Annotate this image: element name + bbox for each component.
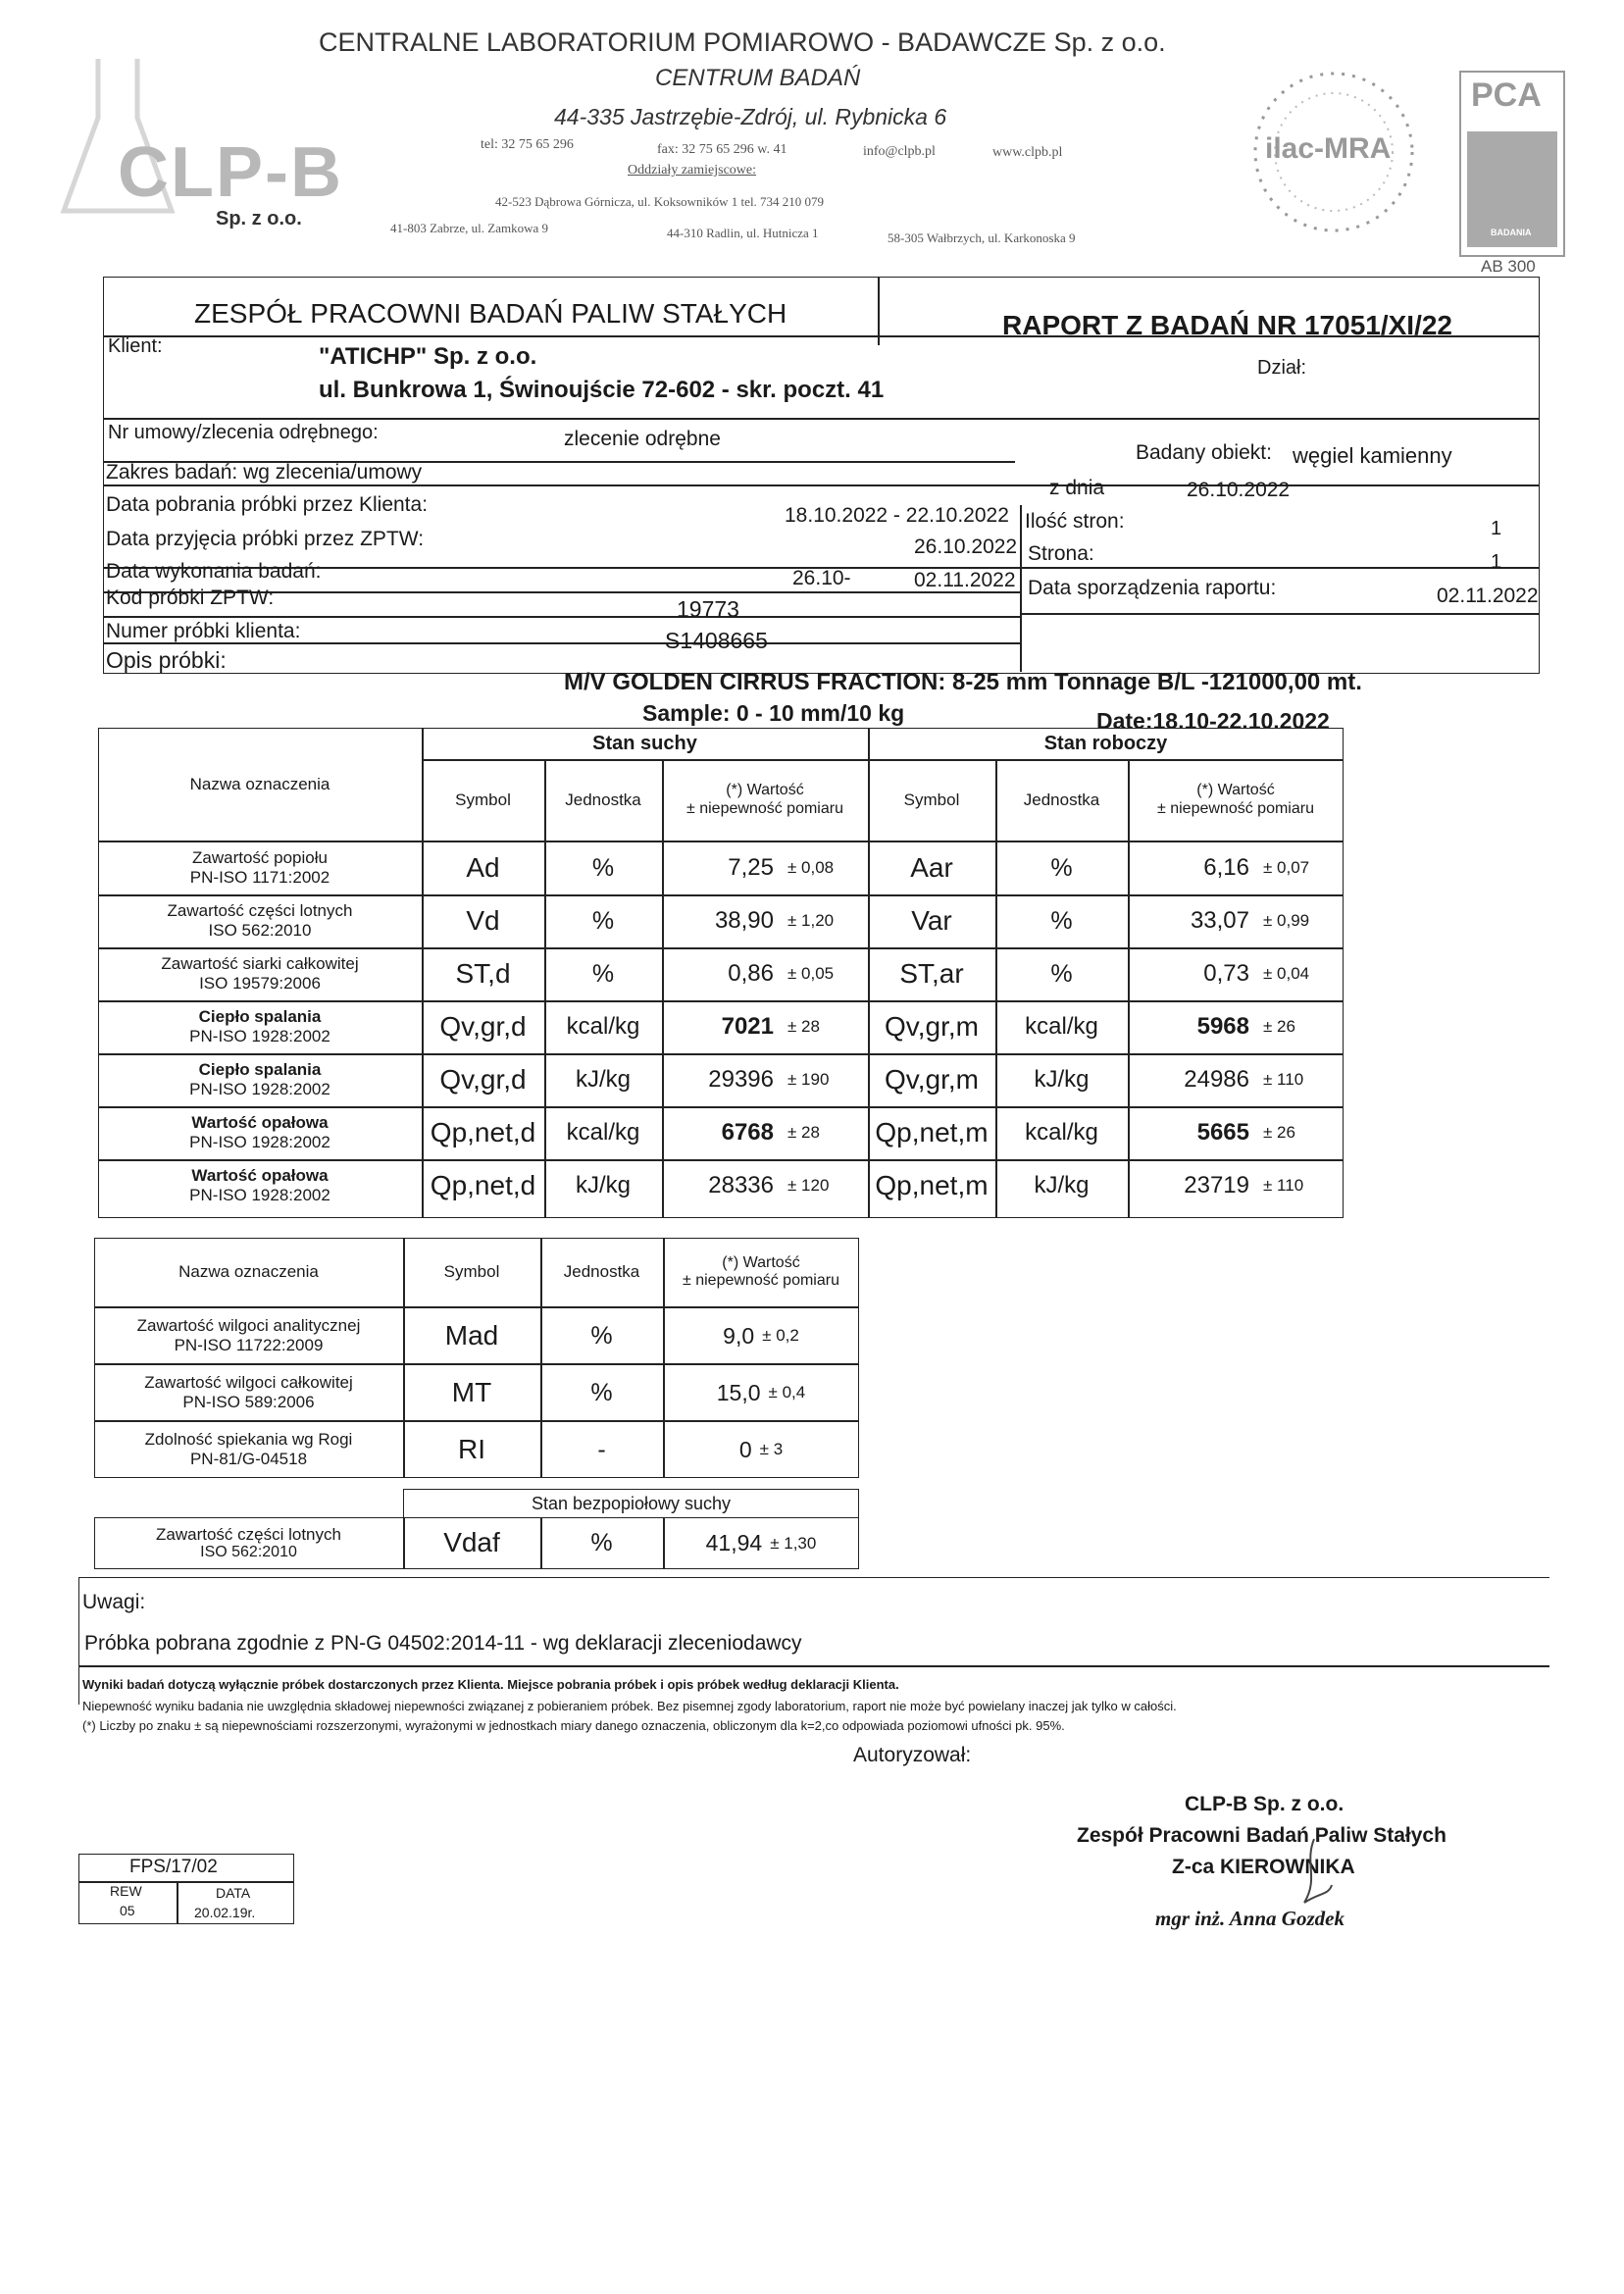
t1-value-dry-number: 7,25 <box>728 854 774 882</box>
t1-value-working-uncertainty: ± 26 <box>1263 1123 1295 1143</box>
t1-row-name-text: Ciepło spalania <box>198 1060 322 1080</box>
t2-row-standard: PN-ISO 589:2006 <box>182 1393 315 1411</box>
sampling-value: 18.10.2022 - 22.10.2022 <box>785 504 1009 527</box>
t1-col-name: Nazwa oznaczenia <box>189 774 330 793</box>
t1-row-standard: ISO 562:2010 <box>208 921 312 940</box>
signature-team: Zespół Pracowni Badań Paliw Stałych <box>1077 1824 1446 1847</box>
t1-unit-dry: % <box>591 853 615 882</box>
t1-row-standard: PN-ISO 1928:2002 <box>189 1027 330 1045</box>
t2-row-value-number: 0 <box>738 1436 752 1462</box>
t2-row-name-text: Zdolność spiekania wg Rogi <box>144 1430 353 1450</box>
t3-unc: ± 1,30 <box>770 1533 817 1553</box>
desc-label: Opis próbki: <box>106 647 227 673</box>
branch-dabrowa: 42-523 Dąbrowa Górnicza, ul. Koksowników 1 tel. 734 210 079 <box>495 194 825 209</box>
t1-value-working-uncertainty: ± 26 <box>1263 1017 1295 1037</box>
t2-row-value-uncertainty: ± 0,2 <box>762 1326 799 1346</box>
t1-value-dry-uncertainty: ± 0,08 <box>787 858 835 878</box>
report-number: RAPORT Z BADAŃ NR 17051/XI/22 <box>1002 310 1453 340</box>
branches-title: Oddziały zamiejscowe: <box>628 163 757 178</box>
t1-value-dry-number: 29396 <box>708 1066 774 1094</box>
t1-row-name-text: Wartość opałowa <box>191 1166 329 1186</box>
t2-row-standard: PN-ISO 11722:2009 <box>174 1336 324 1354</box>
t3-std: ISO 562:2010 <box>200 1544 297 1561</box>
t1-value-working <box>1128 1000 1344 1053</box>
receipt-value: 26.10.2022 <box>914 535 1018 558</box>
results-table-main <box>98 728 1344 1218</box>
t1-row-name <box>98 841 422 894</box>
client-label: Klient: <box>108 335 163 357</box>
t2-row-value <box>663 1364 859 1421</box>
t1-value-working <box>1128 1053 1344 1106</box>
t1-symbol-working: Aar <box>910 851 953 883</box>
pca-logo <box>1459 71 1565 257</box>
from-label: z dnia <box>1049 477 1105 499</box>
t1-col-value-working <box>1128 759 1344 841</box>
code-label: Kod próbki ZPTW: <box>106 586 275 609</box>
t1-unit-working: kcal/kg <box>1025 1013 1098 1041</box>
t2-row-value <box>663 1421 859 1478</box>
note-1: Wyniki badań dotyczą wyłącznie próbek dostarczonych przez Klienta. Miejsce pobrania próbek i opis próbek według deklaracji Klienta. <box>82 1677 899 1692</box>
object-value: węgiel kamienny <box>1293 443 1452 468</box>
branch-zabrze: 41-803 Zabrze, ul. Zamkowa 9 <box>390 221 549 235</box>
t1-row-name-text: Zawartość części lotnych <box>167 901 353 921</box>
t1-value-working <box>1128 841 1344 894</box>
t1-value-working <box>1128 1159 1344 1212</box>
t1-symbol-dry: Vd <box>466 904 500 936</box>
client-no-label: Numer próbki klienta: <box>106 620 301 642</box>
lab-logo <box>59 39 353 235</box>
from-value: 26.10.2022 <box>1187 479 1291 501</box>
note-2: Niepewność wyniku badania nie uwzględnia składowej niepewności związanej z pobieraniem próbek. Bez pisemnej zgody laboratorium, raport nie może być powielany inaczej jak tylko w całości. <box>82 1699 1177 1713</box>
signature-name: mgr inż. Anna Gozdek <box>1155 1907 1345 1930</box>
t1-col-value-dry-line1: (*) Wartość <box>726 782 804 799</box>
t1-symbol-dry: Qp,net,d <box>430 1169 536 1200</box>
t1-row-standard: PN-ISO 1928:2002 <box>189 1133 330 1151</box>
t1-value-dry-number: 0,86 <box>728 960 774 988</box>
t1-row-name-text: Zawartość popiołu <box>192 848 328 868</box>
t3-name-cell <box>94 1517 403 1569</box>
t1-row-name <box>98 1106 422 1159</box>
results-table-moisture <box>94 1238 859 1478</box>
branch-walbrzych: 58-305 Wałbrzych, ul. Karkonoska 9 <box>888 230 1076 245</box>
t1-value-working-uncertainty: ± 0,07 <box>1263 858 1310 878</box>
t2-row-unit: % <box>590 1321 613 1350</box>
t1-value-working-number: 5665 <box>1196 1119 1249 1147</box>
t2-row-name <box>94 1307 403 1364</box>
t1-value-dry-number: 38,90 <box>714 907 774 935</box>
fax: fax: 32 75 65 296 w. 41 <box>657 142 787 157</box>
branch-radlin: 44-310 Radlin, ul. Hutnicza 1 <box>667 226 819 240</box>
date-value: 20.02.19r. <box>194 1905 256 1920</box>
pages-value: 1 <box>1491 518 1502 539</box>
t1-unit-dry: kJ/kg <box>575 1066 631 1094</box>
code-value: 19773 <box>677 596 739 622</box>
dept-label: Dział: <box>1257 357 1307 379</box>
contract-value: zlecenie odrębne <box>564 428 721 450</box>
t1-symbol-dry: ST,d <box>455 957 511 989</box>
authorized-label: Autoryzował: <box>853 1744 972 1766</box>
t2-row-value-uncertainty: ± 3 <box>759 1440 784 1459</box>
t1-value-dry <box>662 1106 868 1159</box>
t1-row-standard: ISO 19579:2006 <box>199 974 321 993</box>
remarks-label: Uwagi: <box>82 1591 146 1613</box>
t1-row-name-text: Zawartość siarki całkowitej <box>161 954 359 974</box>
t1-row-standard: PN-ISO 1928:2002 <box>189 1080 330 1098</box>
t1-symbol-working: Qv,gr,m <box>885 1063 979 1095</box>
client-address: ul. Bunkrowa 1, Świnoujście 72-602 - skr. poczt. 41 <box>319 377 885 403</box>
tests-to: 02.11.2022 <box>914 569 1016 591</box>
team-name: ZESPÓŁ PRACOWNI BADAŃ PALIW STAŁYCH <box>194 298 787 329</box>
page-value: 1 <box>1491 551 1502 573</box>
t2-row-symbol: RI <box>458 1433 485 1464</box>
t1-col-value-dry-line2: ± niepewność pomiaru <box>686 799 843 817</box>
t1-col-unit-dry: Jednostka <box>565 790 641 809</box>
t2-col-name: Nazwa oznaczenia <box>178 1262 319 1282</box>
t2-row-name <box>94 1421 403 1478</box>
lab-address: 44-335 Jastrzębie-Zdrój, ul. Rybnicka 6 <box>554 104 947 129</box>
tests-label: Data wykonania badań: <box>106 560 322 583</box>
t1-unit-working: % <box>1050 906 1073 935</box>
t1-value-dry-uncertainty: ± 120 <box>787 1176 830 1196</box>
t1-value-dry <box>662 1000 868 1053</box>
sampling-note: Próbka pobrana zgodnie z PN-G 04502:2014-11 - wg deklaracji zleceniodawcy <box>84 1632 802 1655</box>
desc-line1: M/V GOLDEN CIRRUS FRACTION: 8-25 mm Tonnage B/L -121000,00 mt. <box>564 669 1362 695</box>
pca-badge-text: BADANIA <box>1491 228 1532 237</box>
desc-line2-date: Date:18.10-22.10.2022 <box>1096 708 1330 734</box>
t1-symbol-working: Qp,net,m <box>875 1169 989 1200</box>
t2-row-standard: PN-81/G-04518 <box>189 1450 308 1468</box>
t2-row-unit: % <box>590 1378 613 1406</box>
t2-col-value-line2: ± niepewność pomiaru <box>683 1272 839 1289</box>
t3-symbol: Vdaf <box>443 1527 500 1558</box>
rev-value: 05 <box>120 1903 135 1918</box>
rev-label: REW <box>110 1883 142 1899</box>
t1-value-working <box>1128 1106 1344 1159</box>
receipt-label: Data przyjęcia próbki przez ZPTW: <box>106 528 425 550</box>
t1-value-working-number: 0,73 <box>1203 960 1249 988</box>
t1-symbol-dry: Qv,gr,d <box>439 1010 527 1042</box>
pca-number: AB 300 <box>1481 257 1536 276</box>
t3-unit: % <box>590 1529 613 1557</box>
signature-company: CLP-B Sp. z o.o. <box>1185 1793 1345 1815</box>
t2-col-unit: Jednostka <box>563 1262 640 1282</box>
date-label: DATA <box>216 1885 251 1901</box>
t1-value-dry-uncertainty: ± 28 <box>787 1123 820 1143</box>
t1-row-name-text: Wartość opałowa <box>191 1113 329 1133</box>
t1-value-dry <box>662 1159 868 1212</box>
t1-unit-dry: kJ/kg <box>575 1172 631 1199</box>
center-name: CENTRUM BADAŃ <box>655 65 861 91</box>
logo-text: CLP-B <box>118 133 343 212</box>
t1-symbol-dry: Qp,net,d <box>430 1116 536 1147</box>
t1-unit-dry: % <box>591 959 615 988</box>
t1-value-working <box>1128 947 1344 1000</box>
t2-row-name <box>94 1364 403 1421</box>
sampling-label: Data pobrania próbki przez Klienta: <box>106 493 429 516</box>
t1-symbol-working: ST,ar <box>899 957 964 989</box>
t1-symbol-working: Qv,gr,m <box>885 1010 979 1042</box>
t1-unit-working: kJ/kg <box>1034 1172 1090 1199</box>
results-table-daf <box>94 1489 859 1569</box>
t1-value-working-uncertainty: ± 0,04 <box>1263 964 1310 984</box>
t1-row-name <box>98 894 422 947</box>
signature-scribble-icon <box>1275 1834 1353 1912</box>
t1-row-name-text: Ciepło spalania <box>198 1007 322 1027</box>
t1-value-working-number: 5968 <box>1196 1013 1249 1041</box>
t1-value-dry-number: 28336 <box>708 1172 774 1199</box>
t3-value: 41,94 <box>705 1530 763 1556</box>
t1-col-symbol-dry: Symbol <box>455 790 511 809</box>
t1-value-dry-uncertainty: ± 28 <box>787 1017 820 1037</box>
t1-value-working-uncertainty: ± 0,99 <box>1263 911 1310 931</box>
report-date-label: Data sporządzenia raportu: <box>1028 577 1277 599</box>
t1-value-working-number: 6,16 <box>1203 854 1249 882</box>
t1-value-dry <box>662 947 868 1000</box>
pca-text: PCA <box>1471 76 1542 114</box>
t2-row-name-text: Zawartość wilgoci całkowitej <box>144 1373 353 1393</box>
tel: tel: 32 75 65 296 <box>481 137 574 152</box>
t2-col-value-line1: (*) Wartość <box>722 1253 800 1271</box>
t1-group-dry: Stan suchy <box>592 732 697 754</box>
t1-value-working-number: 24986 <box>1184 1066 1249 1094</box>
ilac-mra-logo <box>1236 59 1432 245</box>
t1-col-value-working-line2: ± niepewność pomiaru <box>1157 799 1314 817</box>
t1-col-unit-working: Jednostka <box>1023 790 1100 809</box>
t1-col-value-dry <box>662 759 868 841</box>
tests-from: 26.10- <box>792 567 851 589</box>
t1-value-dry-uncertainty: ± 190 <box>787 1070 830 1090</box>
lab-name: CENTRALNE LABORATORIUM POMIAROWO - BADAWCZE Sp. z o.o. <box>319 27 1166 57</box>
scope-label: Zakres badań: wg zlecenia/umowy <box>106 461 423 484</box>
ilac-text: ilac-MRA <box>1265 132 1392 165</box>
t1-unit-working: kcal/kg <box>1025 1119 1098 1147</box>
t1-unit-working: % <box>1050 853 1073 882</box>
t2-row-name-text: Zawartość wilgoci analitycznej <box>136 1316 361 1336</box>
t1-unit-dry: % <box>591 906 615 935</box>
t3-name: Zawartość części lotnych <box>156 1524 341 1544</box>
note-3: (*) Liczby po znaku ± są niepewnościami rozszerzonymi, wyrażonymi w jednostkach miary danego oznaczenia, obliczonym dla k=2,co odpowiada poziomowi ufności pk. 95%. <box>82 1718 1065 1733</box>
t1-unit-working: % <box>1050 959 1073 988</box>
t1-value-working-number: 33,07 <box>1190 907 1249 935</box>
t2-row-value-number: 15,0 <box>716 1379 761 1405</box>
t1-unit-dry: kcal/kg <box>566 1013 640 1041</box>
t2-row-unit: - <box>597 1435 606 1463</box>
t2-col-value <box>663 1238 859 1306</box>
t1-symbol-working: Var <box>911 904 952 936</box>
t1-row-name <box>98 947 422 1000</box>
t1-unit-working: kJ/kg <box>1034 1066 1090 1094</box>
t1-value-dry-number: 7021 <box>721 1013 774 1041</box>
t1-value-dry <box>662 1053 868 1106</box>
t1-value-dry-number: 6768 <box>721 1119 774 1147</box>
t2-col-symbol: Symbol <box>443 1262 500 1282</box>
t2-row-value <box>663 1307 859 1364</box>
client-no-value: S1408665 <box>665 628 768 653</box>
t2-row-symbol: Mad <box>444 1319 499 1351</box>
t1-col-symbol-working: Symbol <box>903 790 960 809</box>
logo-subtext: Sp. z o.o. <box>216 208 302 229</box>
t1-value-dry <box>662 894 868 947</box>
object-label: Badany obiekt: <box>1136 441 1272 464</box>
t2-row-symbol: MT <box>451 1376 492 1407</box>
t1-group-working: Stan roboczy <box>1043 732 1168 754</box>
t1-value-dry-uncertainty: ± 0,05 <box>787 964 835 984</box>
t2-row-value-number: 9,0 <box>723 1322 755 1349</box>
t1-value-working-uncertainty: ± 110 <box>1263 1176 1304 1196</box>
t1-col-value-working-line1: (*) Wartość <box>1196 782 1275 799</box>
t1-row-standard: PN-ISO 1171:2002 <box>189 868 330 887</box>
t1-value-dry-uncertainty: ± 1,20 <box>787 911 835 931</box>
t1-value-working-uncertainty: ± 110 <box>1263 1070 1304 1090</box>
client-name: "ATICHP" Sp. z o.o. <box>319 343 537 370</box>
t1-unit-dry: kcal/kg <box>566 1119 640 1147</box>
pca-badge <box>1467 131 1557 247</box>
t1-row-name <box>98 1053 422 1106</box>
t1-symbol-dry: Ad <box>466 851 500 883</box>
t1-symbol-working: Qp,net,m <box>875 1116 989 1147</box>
t1-row-standard: PN-ISO 1928:2002 <box>189 1186 330 1204</box>
email[interactable]: info@clpb.pl <box>863 144 936 159</box>
t1-value-working-number: 23719 <box>1184 1172 1249 1199</box>
t3-group: Stan bezpopiołowy suchy <box>531 1493 732 1513</box>
t2-row-value-uncertainty: ± 0,4 <box>768 1383 806 1402</box>
t1-symbol-dry: Qv,gr,d <box>439 1063 527 1095</box>
t1-value-working <box>1128 894 1344 947</box>
t1-value-dry <box>662 841 868 894</box>
website[interactable]: www.clpb.pl <box>992 145 1063 160</box>
t3-value-cell <box>663 1517 859 1569</box>
t1-row-name <box>98 1000 422 1053</box>
t1-row-name <box>98 1159 422 1212</box>
desc-line2-sample: Sample: 0 - 10 mm/10 kg <box>642 700 905 726</box>
page-label: Strona: <box>1028 542 1094 565</box>
report-date-value: 02.11.2022 <box>1437 585 1539 607</box>
pages-label: Ilość stron: <box>1025 510 1125 533</box>
contract-label: Nr umowy/zlecenia odrębnego: <box>108 422 379 443</box>
signature-role: Z-ca KIEROWNIKA <box>1172 1856 1355 1878</box>
form-code: FPS/17/02 <box>129 1857 218 1877</box>
